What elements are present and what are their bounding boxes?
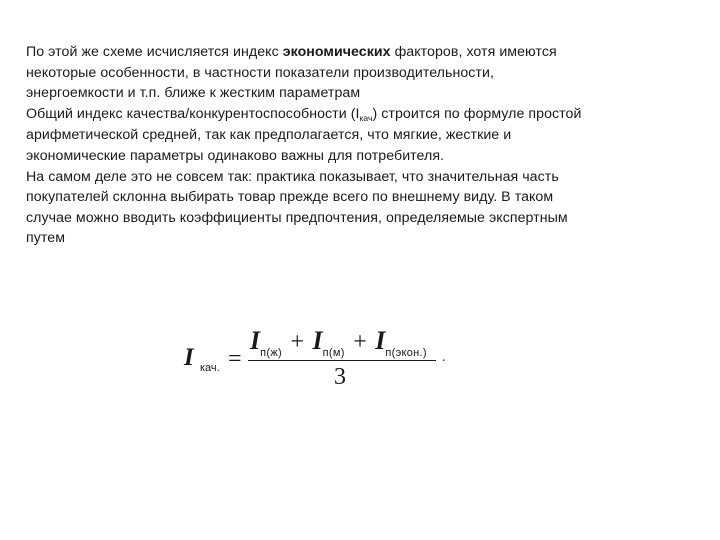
- formula-end-mark: .: [442, 350, 446, 365]
- text-line: арифметической средней, так как предполагается, что мягкие, жесткие и: [26, 127, 512, 144]
- text-line: покупателей склонна выбирать товар прежде всего по внешнему виду. В таком: [26, 189, 554, 206]
- formula-plus: +: [290, 329, 305, 355]
- text-line: На самом деле это не совсем так: практика показывает, что значительная часть: [26, 168, 559, 185]
- text-run: По этой же схеме исчисляется индекс: [26, 44, 283, 60]
- text-line: путем: [26, 230, 66, 247]
- formula-term-symbol: I: [312, 326, 323, 355]
- fraction-bar: [248, 360, 436, 361]
- text-line: энергоемкости и т.п. ближе к жестким параметрам: [26, 85, 361, 102]
- bold-term: экономических: [282, 44, 391, 60]
- subscript: кач: [359, 112, 373, 123]
- formula-equals: =: [228, 346, 242, 372]
- formula-plus: +: [353, 329, 367, 355]
- text-run: факторов, хотя имеются: [390, 44, 557, 60]
- formula-term-subscript: п(ж): [260, 347, 282, 359]
- text-run: ) строится по формуле простой: [372, 105, 582, 122]
- paragraph-preference-coefficients: [26, 167, 706, 249]
- formula-term-subscript: п(экон.): [385, 347, 427, 359]
- paragraph-general-index: [26, 104, 706, 167]
- text-line: экономические параметры одинаково важны для потребителя.: [26, 147, 445, 164]
- quality-index-formula: [180, 326, 470, 396]
- body-text: [26, 42, 706, 249]
- formula-term-symbol: I: [250, 326, 261, 355]
- paragraph-economic-factors: [26, 42, 706, 104]
- formula-term-subscript: п(м): [322, 347, 345, 359]
- formula-denominator: 3: [334, 364, 346, 390]
- text-run: Общий индекс качества/конкурентоспособности (I: [26, 105, 360, 122]
- formula-term-symbol: I: [375, 326, 386, 355]
- text-line: некоторые особенности, в частности показатели производительности,: [26, 64, 494, 81]
- formula-lhs-symbol: I: [184, 344, 194, 371]
- formula-lhs-subscript: кач.: [200, 362, 220, 374]
- text-line: случае можно вводить коэффициенты предпочтения, определяемые экспертным: [26, 209, 568, 226]
- formula-numerator: [250, 326, 427, 359]
